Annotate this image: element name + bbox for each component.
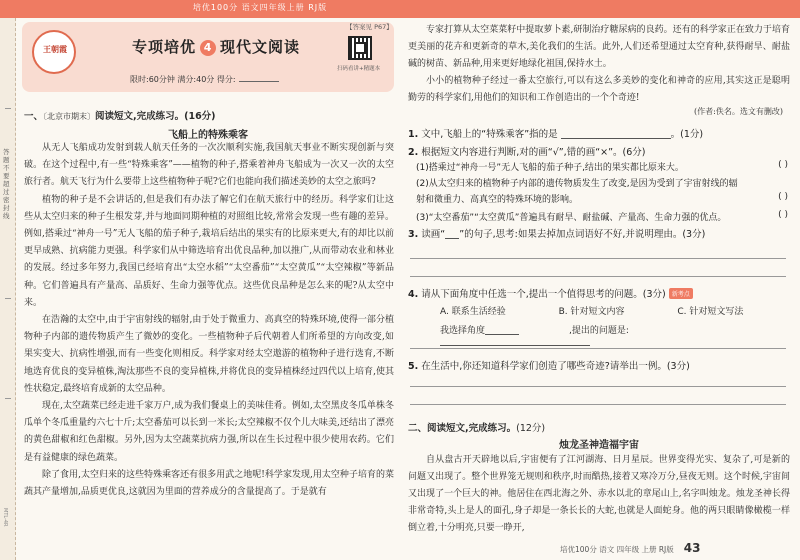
question-number: 5. (408, 361, 419, 372)
question-text: 根据短文内容进行判断,对的画“√”,错的画“×”。(6分) (421, 147, 646, 158)
question-number: 4. (408, 289, 419, 300)
question-text: 读画“ (421, 229, 446, 240)
qr-finder (354, 42, 366, 54)
top-band (0, 0, 800, 18)
title-number-badge: 4 (200, 40, 216, 56)
answer-label: 我选择角度 (440, 326, 486, 336)
passage1-paragraph: 植物的种子是不会讲话的,但是我们有办法了解它们在航天旅行中的经历。科学家们让这些从太空归来的种子生根发芽,并与地面同期种植的对照组比较,常常会发现一些有趣的差异。例如,搭乘过“神舟一号”无人飞船的茄子种子,栽培后结出的果实有的比原来更大,有的却比以前更早成熟、抗病能力更强。科学家们从中筛选培育出优良品种,加以推广,从而带动农业和林业的发展。经过多年努力,我国已经培育出“太空水稻”“太空番茄”“太空黄瓜”“太空辣椒”等新品种。它们普遍具有产量高、品质好、生命力强等优点。这些优良品种是怎么来的呢?从太空中来。 (24, 194, 394, 308)
header-title (132, 36, 300, 57)
question-text: 文中,飞船上的“特殊乘客”指的是 (421, 129, 558, 140)
strip-mark (5, 108, 11, 109)
book-title: 培优100分 语文四年级上册 RJ版 (192, 3, 328, 12)
time-limit (130, 74, 279, 85)
answer-line[interactable] (410, 348, 786, 349)
answer-blank[interactable] (485, 325, 519, 335)
question-score: 。(1分) (670, 129, 704, 140)
answer-label: ,提出的问题是: (569, 326, 629, 336)
qr-label: 扫码看讲+精题本 (337, 66, 381, 72)
question-number: 1. (408, 129, 419, 140)
passage1-paragraph: 小小的植物种子经过一番太空旅行,可以有这么多美妙的变化和神奇的应用,其实这正是聪明勤劳的科学家们,用他们的知识和工作创造出的一个个奇迹! (408, 76, 790, 103)
section1-label: 一、 (24, 111, 44, 122)
section1-source: 〔北京市期末〕 (43, 112, 96, 121)
passage1-paragraph: 专家打算从太空菜菜籽中提取萝卜素,研制治疗糖尿病的良药。还有的科学家正在致力于培育更美丽的花卉和更新奇的草木,美化我们的生活。此外,人们还希望通过太空育种,获得耐旱、耐盐碱的树苗、新品种,用来更好地绿化祖国,保持水土。 (408, 25, 790, 69)
answer-line[interactable] (410, 404, 786, 405)
question-4 (408, 286, 790, 300)
strip-mark (5, 298, 11, 299)
passage1-paragraph: 从无人飞船成功发射到载人航天任务的一次次顺利实施,我国航天事业不断实现创新与突破。在这个过程中,有一些“特殊乘客”——植物的种子,搭乘着神舟飞船成为一次又一次的太空旅行者。航天飞行为什么要带上这些植物种子呢?它们也能向我们描述美妙的太空之旅吗? (24, 143, 394, 188)
option-list (440, 304, 793, 317)
answer-line[interactable] (410, 386, 786, 387)
strip-mark (5, 398, 11, 399)
answer-blank[interactable] (440, 336, 590, 346)
section2-score: (12分) (516, 423, 546, 434)
underline-mark (445, 229, 459, 239)
passage1-paragraph: 现在,太空蔬菜已经走进千家万户,成为我们餐桌上的美味佳肴。例如,太空黑皮冬瓜单株冬瓜单个冬瓜重量约六七十斤;太空番茄可以长到一米长;太空辣椒不仅个儿大味美,还结出了漂亮的黄色甜椒和红色甜椒。另外,因为太空蔬菜抗病力强,所以在生长过程中很少使用农药。它们是有益健康的绿色蔬菜。 (24, 401, 394, 463)
answer-blank[interactable] (561, 129, 671, 139)
passage1-paragraph: 除了食用,太空归来的这些特殊乘客还有很多用武之地呢!科学家发现,用太空种子培育的菜蔬其产量增加,品质更优良,这就因为里面的营养成分的含量提高了。于是就有 (24, 469, 394, 498)
passage1-continued (408, 22, 790, 107)
question-5 (408, 358, 790, 372)
passage1-title: 飞船上的特殊乘客 (168, 130, 248, 141)
option-c[interactable]: C. 针对短文写法 (677, 307, 744, 317)
q4-answer (440, 323, 794, 347)
brand-logo (32, 30, 76, 74)
question-2 (408, 144, 790, 158)
passage2-title: 烛龙圣神造福宇宙 (559, 440, 639, 451)
new-topic-badge: 新考点 (669, 288, 693, 299)
question-text: ”的句子,思考:如果去掉加点词语好不好,并说明理由。(3分) (459, 229, 706, 240)
question-number: 3. (408, 229, 419, 240)
section-header (22, 22, 394, 92)
judge-item: (1)搭乘过“神舟一号”无人飞船的茄子种子,结出的果实都比原来大。 (416, 163, 684, 173)
option-b[interactable]: B. 针对短文内容 (558, 307, 625, 317)
seal-line-text: 答题不要超过密封线 (3, 148, 10, 220)
answer-line[interactable] (410, 276, 786, 277)
right-column (404, 18, 794, 560)
section2-label: 二、 (408, 423, 428, 434)
section1-text: 阅读短文,完成练习。(16分) (95, 111, 216, 122)
question-text: 在生活中,你还知道科学家们创造了哪些奇迹?请举出一例。(3分) (421, 361, 690, 372)
judge-item: (2)从太空归来的植物种子内部的遗传物质发生了改变,是因为受到了宇宙射线的辐射和微重力、高真空的特殊环境的影响。 (416, 179, 738, 205)
judge-answer-box[interactable]: ( ) (778, 192, 788, 202)
option-a[interactable]: A. 联系生活经验 (440, 307, 506, 317)
question-1 (408, 126, 790, 140)
section2-heading (408, 420, 545, 434)
passage1-paragraph: 在浩瀚的太空中,由于宇宙射线的辐射,由于处于微重力、高真空的特殊环境,使得一部分植物种子内部的遗传物质产生了微妙的变化。一些植物种子后代朝着人们所希望的方向改变,如果实变大、抗病性增强,而有一些变化则相反。科学家对经太空遨游的植物种子进行选育,不断地选育优良的变异植株,淘汰那些不良的变异植株,并将优良的变异植株经过四代以上培育,使其性状稳定,最终培育成新的太空品种。 (24, 315, 394, 394)
judge-answer-box[interactable]: ( ) (778, 210, 788, 220)
page-number: 43 (683, 541, 701, 555)
question-3 (408, 226, 790, 240)
page-footer (560, 541, 700, 555)
passage1-body (24, 140, 394, 501)
answer-line[interactable] (410, 258, 786, 259)
question-text: 请从下面角度中任选一个,提出一个值得思考的问题。(3分) (421, 289, 666, 300)
title-prefix: 专项培优 (132, 38, 197, 56)
score-blank[interactable] (239, 81, 279, 82)
binding-strip (0, 18, 16, 560)
author-note: (作者:佚名。选文有删改) (694, 107, 783, 116)
qr-code-icon[interactable] (348, 36, 372, 60)
left-column (18, 18, 398, 560)
passage2-paragraph: 自从盘古开天辟地以后,宇宙便有了江河湖海、日月星辰。世界变得光实、复杂了,可是新的问题又出现了。整个世界笼无规则和秩序,时而酷热,接着又寒冷万分,昼夜无则。这个时候,宇宙间又出现了一个巨大的神。他居住在西北海之外、赤水以北的章尾山上,名字叫烛龙。烛龙圣神长得非常奇特,头上是人的面孔,身子却是一条长长的大蛇,也就是人面蛇身。他的两只眼睛像橄榄一样倒立着,十分明亮,只要一睁开, (408, 455, 790, 533)
logo-text: 王朝霞 (43, 45, 67, 54)
section2-text: 阅读短文,完成练习。 (427, 423, 517, 434)
section1-heading (24, 108, 216, 122)
footer-text: 培优100分 语文 四年级 上册 RJ版 (560, 545, 674, 554)
passage2-body (408, 452, 790, 537)
judge-item: (3)“太空番茄”“太空黄瓜”普遍具有耐旱、耐盐碱、产量高、生命力强的优点。 (416, 213, 727, 223)
judge-answer-box[interactable]: ( ) (778, 160, 788, 170)
answer-ref: 【答案见 P67】 (346, 23, 393, 31)
title-suffix: 现代文阅读 (220, 38, 301, 56)
limit-text: 限时:60分钟 满分:40分 得分: (130, 75, 236, 84)
question-number: 2. (408, 147, 419, 158)
strip-code: MTL-4R (2, 508, 8, 527)
